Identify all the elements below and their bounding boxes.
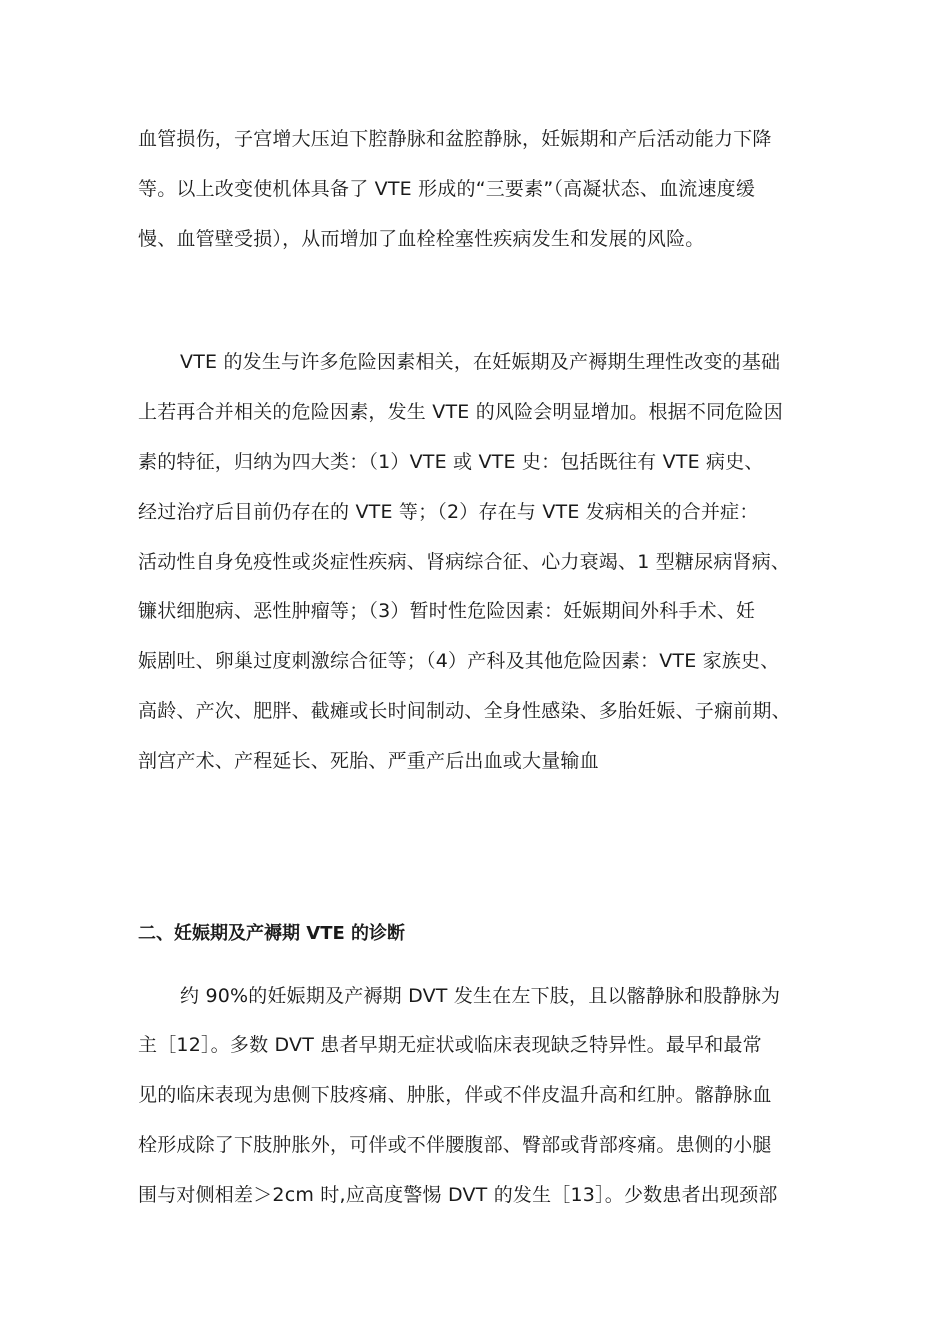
paragraph-line: 镰状细胞病、恶性肿瘤等；（3）暂时性危险因素：妊娠期间外科手术、妊 bbox=[138, 600, 756, 622]
paragraph-line: 约 90%的妊娠期及产褥期 DVT 发生在左下肢，且以髂静脉和股静脉为 bbox=[180, 985, 781, 1007]
paragraph-line: 剖宫产术、产程延长、死胎、严重产后出血或大量输血 bbox=[138, 750, 599, 772]
paragraph-line: 围与对侧相差＞2cm 时,应高度警惕 DVT 的发生［13］。少数患者出现颈部 bbox=[138, 1184, 778, 1206]
paragraph-line: VTE 的发生与许多危险因素相关，在妊娠期及产褥期生理性改变的基础 bbox=[180, 351, 781, 373]
paragraph-line: 高龄、产次、肥胖、截瘫或长时间制动、全身性感染、多胎妊娠、子痫前期、 bbox=[138, 700, 791, 722]
section-heading: 二、妊娠期及产褥期 VTE 的诊断 bbox=[138, 923, 406, 944]
paragraph-line: 活动性自身免疫性或炎症性疾病、肾病综合征、心力衰竭、1 型糖尿病肾病、 bbox=[138, 551, 791, 573]
paragraph-line: 血管损伤，子宫增大压迫下腔静脉和盆腔静脉，妊娠期和产后活动能力下降 bbox=[138, 128, 772, 150]
paragraph-line: 经过治疗后目前仍存在的 VTE 等；（2）存在与 VTE 发病相关的合并症： bbox=[138, 501, 759, 523]
paragraph-line: 娠剧吐、卵巢过度刺激综合征等；（4）产科及其他危险因素：VTE 家族史、 bbox=[138, 650, 780, 672]
paragraph-line: 栓形成除了下肢肿胀外，可伴或不伴腰腹部、臀部或背部疼痛。患侧的小腿 bbox=[138, 1134, 772, 1156]
paragraph-line: 主［12］。多数 DVT 患者早期无症状或临床表现缺乏特异性。最早和最常 bbox=[138, 1034, 762, 1056]
paragraph-line: 上若再合并相关的危险因素，发生 VTE 的风险会明显增加。根据不同危险因 bbox=[138, 401, 783, 423]
paragraph-line: 等。以上改变使机体具备了 VTE 形成的“三要素”（高凝状态、血流速度缓 bbox=[138, 178, 756, 200]
paragraph-line: 慢、血管壁受损），从而增加了血栓栓塞性疾病发生和发展的风险。 bbox=[138, 228, 705, 250]
paragraph-line: 素的特征，归纳为四大类：（1）VTE 或 VTE 史：包括既往有 VTE 病史、 bbox=[138, 451, 764, 473]
paragraph-line: 见的临床表现为患侧下肢疼痛、肿胀，伴或不伴皮温升高和红肿。髂静脉血 bbox=[138, 1084, 772, 1106]
